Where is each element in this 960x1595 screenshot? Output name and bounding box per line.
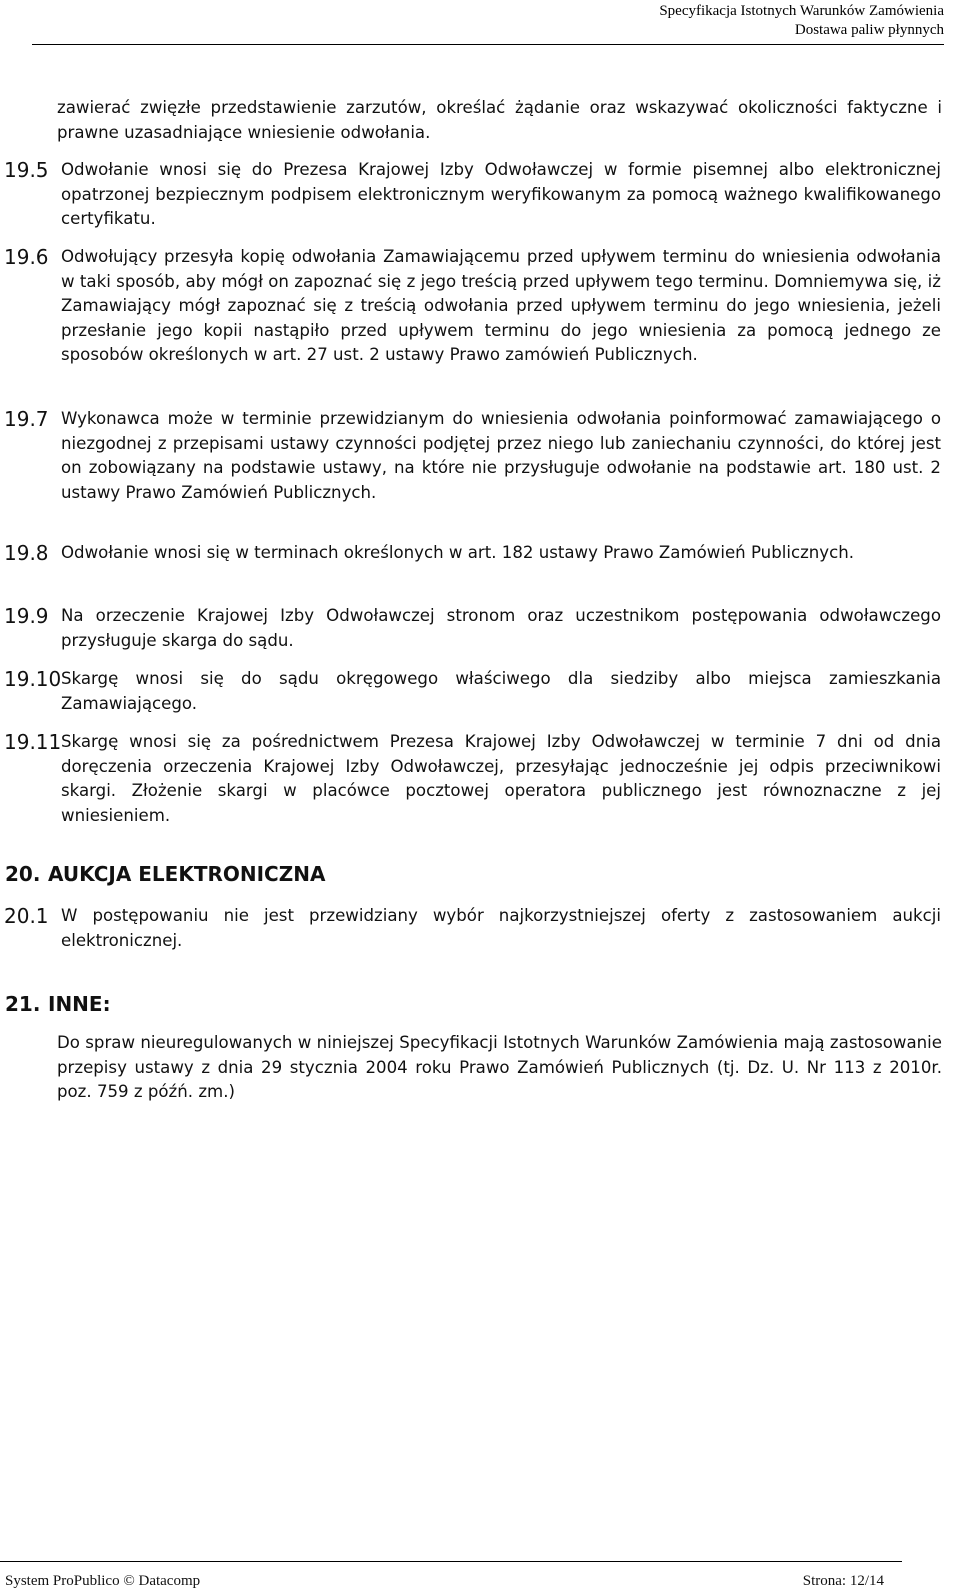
item-text: Skargę wnosi się za pośrednictwem Prezesa Krajowej Izby Odwoławczej w terminie 7 dni od dnia doręczenia orzeczenia Krajowej Izby Odwoławczej, przesyłając jednocześnie jej odpis przeciwnikowi skargi. Złożenie skargi w placówce pocztowej operatora publicznego jest równoznaczne z jej wniesieniem.: [61, 732, 941, 825]
page-number: Strona: 12/14: [802, 1573, 884, 1589]
section-21-paragraph: Do spraw nieuregulowanych w niniejszej Specyfikacji Istotnych Warunków Zamówienia mają zastosowanie przepisy ustawy z dnia 29 stycznia 2004 roku Prawo Zamówień Publicznych (tj. Dz. U. Nr 113 z 2010r. poz. 759 z późń. zm.): [57, 1033, 942, 1101]
item-text: Skargę wnosi się do sądu okręgowego właściwego dla siedziby albo miejsca zamieszkania Zamawiającego.: [61, 669, 941, 713]
item-text: W postępowaniu nie jest przewidziany wybór najkorzystniejszej oferty z zastosowaniem aukcji elektronicznej.: [61, 906, 941, 950]
footer-rule: [0, 1561, 902, 1562]
header-title: Specyfikacja Istotnych Warunków Zamówienia: [659, 3, 944, 19]
item-number: 19.8: [4, 541, 49, 565]
item-number: 19.11: [4, 730, 62, 754]
section-heading-20: [5, 861, 325, 887]
item-number: 19.9: [4, 604, 49, 628]
item-number: 19.6: [4, 245, 49, 269]
item-text: Wykonawca może w terminie przewidzianym do wniesienia odwołania poinformować zamawiającego o niezgodnej z przepisami ustawy czynności podjętej przez niego lub zaniechaniu czynności, do której jest on zobowiązany na podstawie ustawy, na które nie przysługuje odwołanie na podstawie art. 180 ust. 2 ustawy Prawo Zamówień Publicznych.: [61, 409, 941, 502]
item-number: 19.10: [4, 667, 62, 691]
section-number: 20.: [5, 862, 41, 886]
item-number: 19.5: [4, 158, 49, 182]
section-title: AUKCJA ELEKTRONICZNA: [48, 862, 326, 886]
item-text: Odwołujący przesyła kopię odwołania Zamawiającemu przed upływem terminu do wniesienia odwołania w taki sposób, aby mógł on zapoznać się z jego treścią przed upływem tego terminu. Domniemywa się, iż Zamawiający mógł zapoznać się z treścią odwołania przed upływem terminu do jego wniesienia, jeżeli przesłanie jego kopii nastąpiło przed upływem terminu do jego wniesienia za pomocą jednego ze sposobów określonych w art. 27 ust. 2 ustawy Prawo zamówień Publicznych.: [61, 247, 941, 364]
header-rule: [32, 44, 944, 45]
page-header: [0, 0, 960, 46]
header-subtitle: Dostawa paliw płynnych: [794, 22, 944, 38]
item-number: 19.7: [4, 407, 49, 431]
item-text: Odwołanie wnosi się w terminach określonych w art. 182 ustawy Prawo Zamówień Publicznych.: [61, 543, 855, 562]
section-heading-21: [5, 991, 111, 1017]
footer-copyright: System ProPublico © Datacomp: [5, 1573, 201, 1589]
intro-paragraph: zawierać zwięzłe przedstawienie zarzutów, określać żądanie oraz wskazywać okoliczności faktyczne i prawne uzasadniające wniesienie odwołania.: [57, 98, 942, 142]
item-text: Odwołanie wnosi się do Prezesa Krajowej Izby Odwoławczej w formie pisemnej albo elektronicznej opatrzonej bezpiecznym podpisem elektronicznym weryfikowanym za pomocą ważnego kwalifikowanego certyfikatu.: [61, 160, 941, 228]
item-text: Na orzeczenie Krajowej Izby Odwoławczej stronom oraz uczestnikom postępowania odwoławczego przysługuje skarga do sądu.: [61, 606, 941, 650]
section-title: INNE:: [48, 992, 111, 1016]
item-number: 20.1: [4, 904, 49, 928]
section-number: 21.: [5, 992, 41, 1016]
